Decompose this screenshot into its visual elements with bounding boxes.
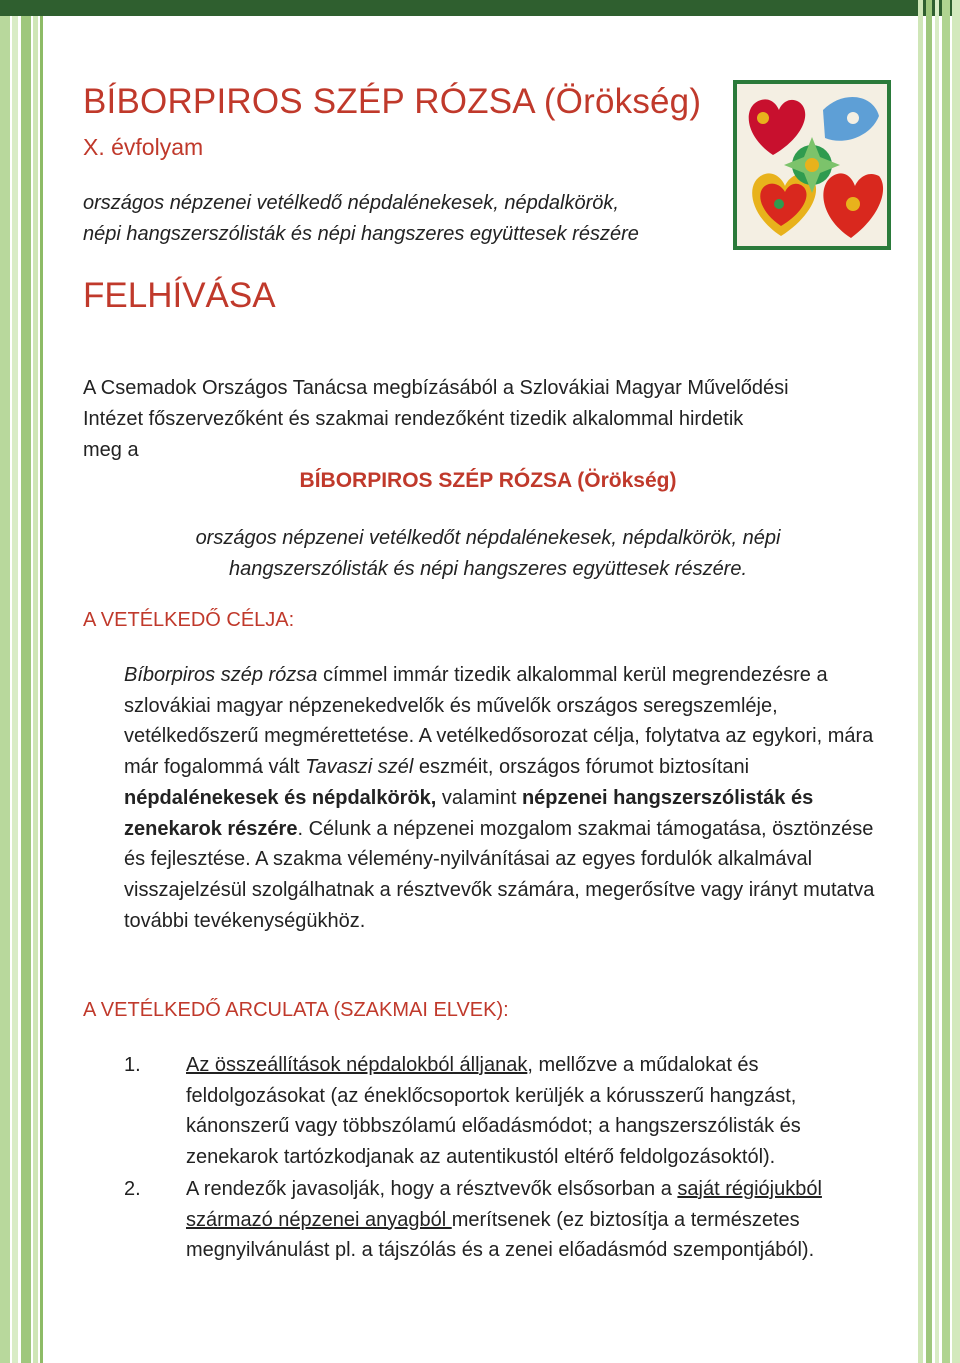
intro-tagline: országos népzenei vetélkedő népdalénekesek, népdalkörök, népi hangszerszólisták és népi hangszeres együttesek részére [83, 192, 639, 245]
list-item: 2. A rendezők javasolják, hogy a résztvevők elsősorban a saját régiójukból származó népzenei anyagból merítsenek (ez biztosítja a természetes megnyilvánulást pl. a tájszólás és a zenei előadásmód szempontjából). [124, 1178, 822, 1261]
call-heading: FELHÍVÁSA [83, 276, 276, 315]
list-item: 1. Az összeállítások népdalokból álljanak, mellőzve a műdalokat és feldolgozásokat (az éneklőcsoportok kerüljék a kórusszerű hangzást, kánonszerű vagy többszólamú előadásmódot; a hangszerszólisták és zenekarok tartózkodjanak az autentikustól eltérő feldolgozásoktól). [124, 1054, 801, 1168]
centered-contest-title: BÍBORPIROS SZÉP RÓZSA (Örökség) [299, 469, 677, 492]
goal-heading: A VETÉLKEDŐ CÉLJA: [83, 609, 295, 631]
goal-paragraph: Bíborpiros szép rózsa címmel immár tizedik alkalommal kerül megrendezésre a szlovákiai magyar népzenekedvelők és művelők országos seregszemléje, vetélkedőszerű megmérettetése. A vetélkedősorozat célja, folytatva az egykori, mára már fogalommá vált Tavaszi szél eszméit, országos fórumot biztosítani népdalénekesek és népdalkörök, valamint népzenei hangszerszólisták és zenekarok részére. Célunk a népzenei mozgalom szakmai támogatása, ösztönzése és fejlesztése. A szakma vélemény-nyilvánításai az egyes fordulók alkalmával visszajelzésül szolgálhatnak a résztvevők számára, megerősítve vagy irányt mutatva további tevékenységükhöz. [124, 664, 875, 932]
page-title: BÍBORPIROS SZÉP RÓZSA (Örökség) [83, 82, 702, 121]
principles-list [124, 1050, 894, 1266]
edition-subtitle: X. évfolyam [83, 134, 204, 160]
profile-heading: A VETÉLKEDŐ ARCULATA (SZAKMAI ELVEK): [83, 999, 509, 1021]
intro-paragraph: A Csemadok Országos Tanácsa megbízásából a Szlovákiai Magyar Művelődési Intézet főszervezőként és szakmai rendezőként tizedik alkalommal hirdetik meg a [83, 377, 789, 461]
centered-contest-description: országos népzenei vetélkedőt népdalénekesek, népdalkörök, népi hangszerszólisták és népi hangszeres együttesek részére. [195, 527, 781, 580]
folk-heart-logo [733, 80, 891, 250]
